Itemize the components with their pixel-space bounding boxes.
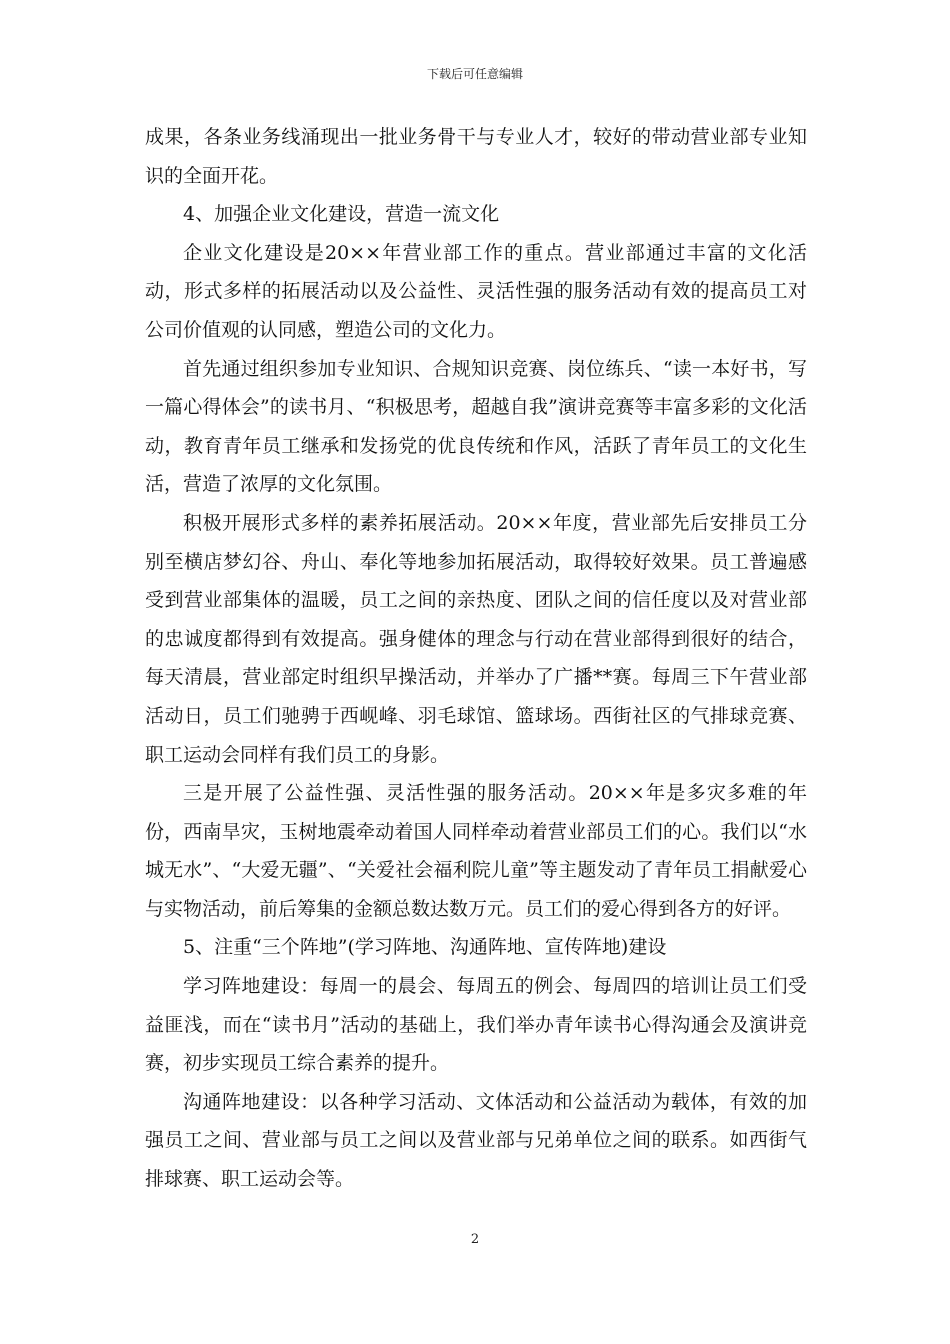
paragraph-continuation: 成果，各条业务线涌现出一批业务骨干与专业人才，较好的带动营业部专业知识的全面开花。: [145, 126, 807, 187]
paragraph: 积极开展形式多样的素养拓展活动。20××年度，营业部先后安排员工分别至横店梦幻谷、舟山、奉化等地参加拓展活动，取得较好效果。员工普遍感受到营业部集体的温暖，员工之间的亲热度、团队之间的信任度以及对营业部的忠诚度都得到有效提高。强身健体的理念与行动在营业部得到很好的结合，每天清晨，营业部定时组织早操活动，并举办了广播**赛。每周三下午营业部活动日，员工们驰骋于西岘峰、羽毛球馆、篮球场。西街社区的气排球竞赛、职工运动会同样有我们员工的身影。: [145, 511, 807, 766]
document-body: [145, 118, 807, 1199]
page-number: 2: [470, 1232, 480, 1247]
paragraph: 企业文化建设是20××年营业部工作的重点。营业部通过丰富的文化活动，形式多样的拓展活动以及公益性、灵活性强的服务活动有效的提高员工对公司价值观的认同感，塑造公司的文化力。: [145, 241, 807, 341]
page-header: 下载后可任意编辑: [426, 67, 523, 81]
paragraph: 首先通过组织参加专业知识、合规知识竞赛、岗位练兵、“读一本好书，写一篇心得体会”的读书月、“积极思考，超越自我”演讲竞赛等丰富多彩的文化活动，教育青年员工继承和发扬党的优良传统和作风，活跃了青年员工的文化生活，营造了浓厚的文化氛围。: [145, 357, 807, 496]
section-heading-5: 5、注重“三个阵地”(学习阵地、沟通阵地、宣传阵地)建设: [183, 936, 667, 959]
paragraph: 学习阵地建设：每周一的晨会、每周五的例会、每周四的培训让员工们受益匪浅，而在“读书月”活动的基础上，我们举办青年读书心得沟通会及演讲竞赛，初步实现员工综合素养的提升。: [145, 975, 807, 1075]
section-heading-4: 4、加强企业文化建设，营造一流文化: [183, 203, 500, 226]
paragraph: 三是开展了公益性强、灵活性强的服务活动。20××年是多灾多难的年份，西南旱灾，玉树地震牵动着国人同样牵动着营业部员工们的心。我们以“水城无水”、“大爱无疆”、“关爱社会福利院儿童”等主题发动了青年员工捐献爱心与实物活动，前后筹集的金额总数达数万元。员工们的爱心得到各方的好评。: [145, 782, 807, 920]
paragraph: 沟通阵地建设：以各种学习活动、文体活动和公益活动为载体，有效的加强员工之间、营业部与员工之间以及营业部与兄弟单位之间的联系。如西街气排球赛、职工运动会等。: [145, 1090, 807, 1191]
